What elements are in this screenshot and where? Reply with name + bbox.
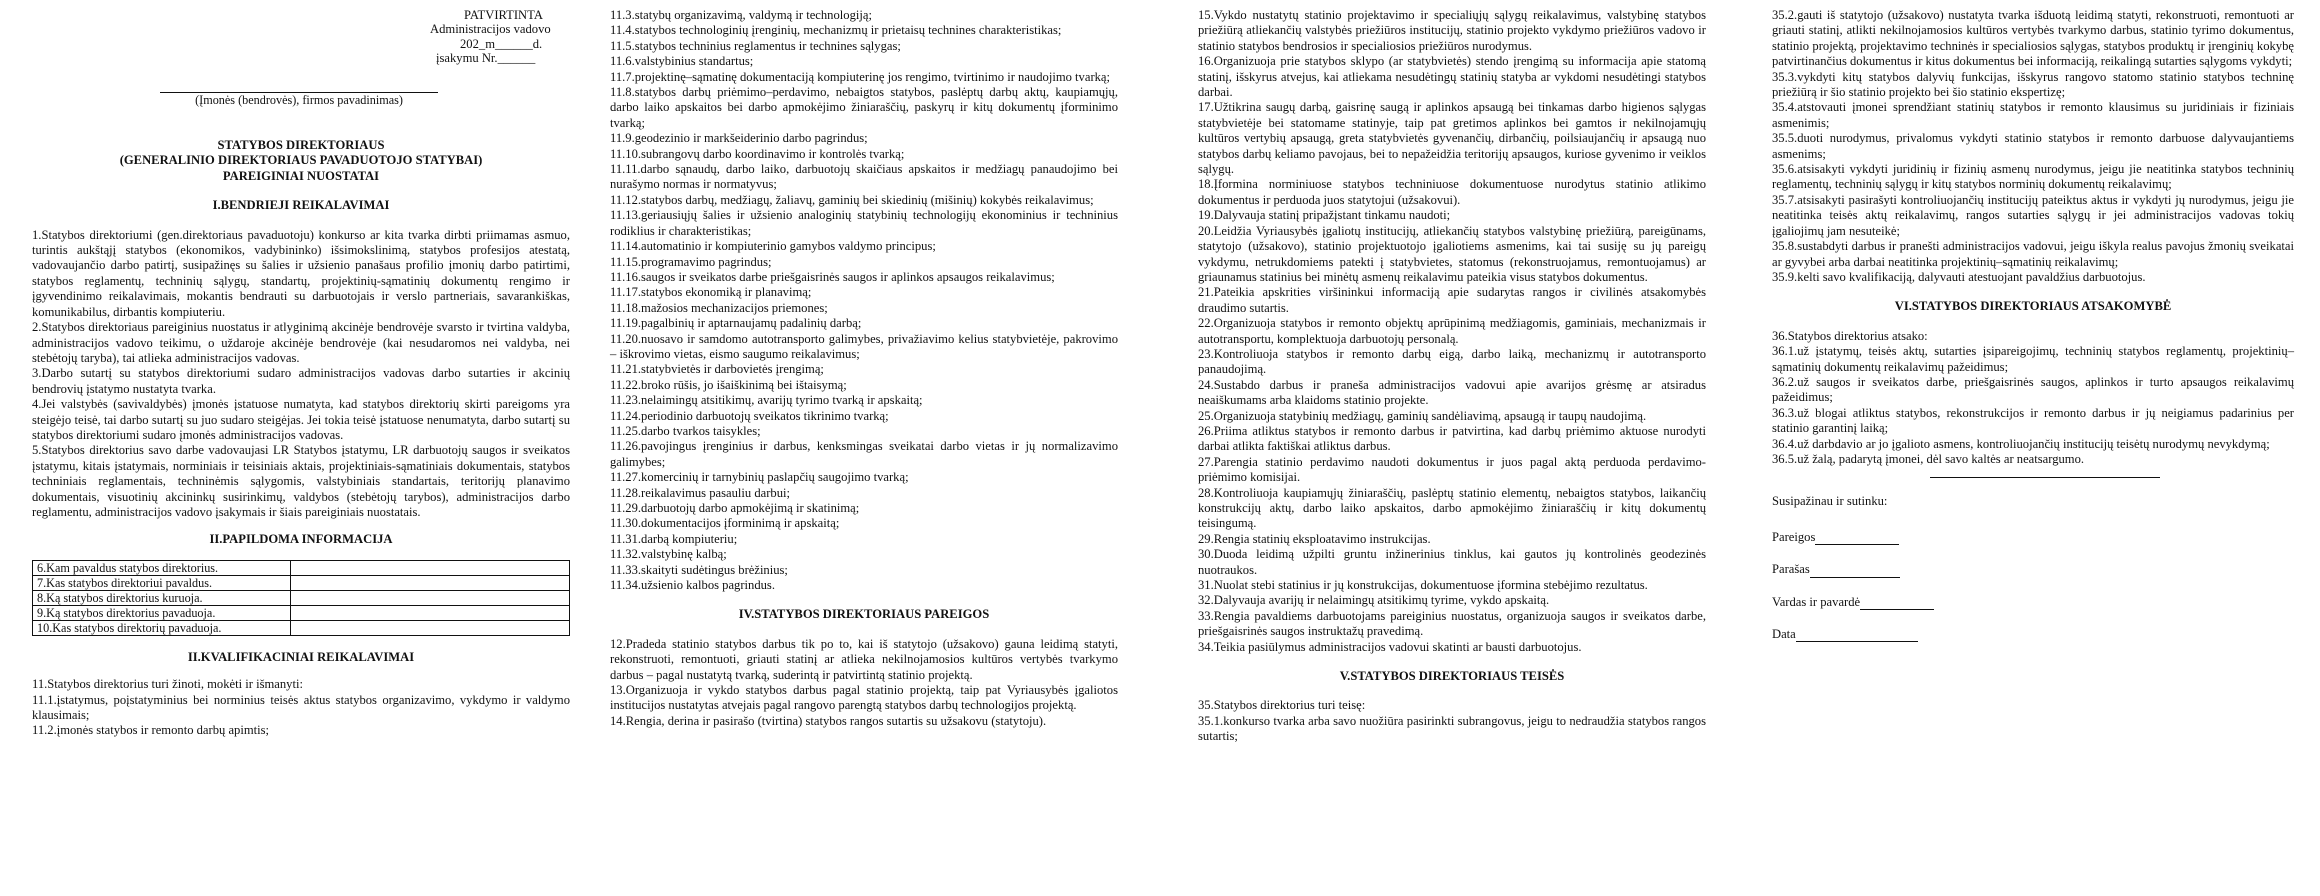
list-item: 22.Organizuoja statybos ir remonto objektų aprūpinimą medžiagomis, gaminiais, mechanizmais ir autotransportu, komplektuoja darbuotojų personalą. (1198, 316, 1706, 346)
paragraph: 36.3.už blogai atliktus statybos, rekonstrukcijos ir remonto darbus ir jų neigiamus padarinius per statinio garantinį laiką; (1772, 405, 2294, 436)
separator-line (1930, 477, 2160, 478)
paragraph: 14.Rengia, derina ir pasirašo (tvirtina) statybos rangos sutartis su užsakovu (statytoju). (610, 713, 1047, 728)
acknowledgement-text: Susipažinau ir sutinku: (1772, 494, 1888, 509)
document-title (32, 138, 570, 184)
paragraph: 13.Organizuoja ir vykdo statybos darbus pagal statinio projektą, taip pat Vyriausybės įgaliotos institucijos nustatytas atvejais pagal rangovo parengtą statybos darbų technologijos projektą. (610, 683, 1118, 713)
section-heading: II.KVALIFIKACINIAI REIKALAVIMAI (187, 649, 415, 664)
paragraph: 1.Statybos direktoriumi (gen.direktoriaus pavaduotoju) konkurso ar kita tvarka dirbti priimamas asmuo, turintis aukštąjį statybos (ekonomikos, vadybininko) išsimokslinimą, statybos profesijos atestatą, vadovaujančio darbo patirtį, susipažinęs su šalies ir užsienio panašaus profilio įmonių darbo patirtimi, statybos reglamentų, techninių sąlygų, standartų, projektinių-sąmatinių dokumentų rengimo ir įgyvendinimo reikalavimais, mokantis bendrauti su darbuotojais ir verslo partneriais, savarankiškas, komunikabilus, dirbantis kompiuteriu. (32, 227, 570, 319)
list-item: 11.22.broko rūšis, jo išaiškinimą bei ištaisymą; (610, 377, 847, 392)
list-item: 35.6.atsisakyti vykdyti juridinių ir fizinių asmenų nurodymus, jeigu jie neatitinka statybos techninių reglamentų, techninių sąlygų ir kitų statybos norminių dokumentų reikalavimų; (1772, 162, 2294, 192)
table-cell: 6.Kam pavaldus statybos direktorius. (33, 560, 291, 575)
list-item: 11.3.statybų organizavimą, valdymą ir technologiją; (610, 8, 872, 22)
list-item: 11.31.darbą kompiuteriu; (610, 531, 738, 546)
list-item: 11.1.įstatymus, poįstatyminius bei norminius teisės aktus statybos organizavimo, vykdymo ir valdymo klausimais; (32, 692, 570, 722)
list-item: 35.8.sustabdyti darbus ir pranešti administracijos vadovui, jeigu iškyla realus pavojus žmonių sveikatai ar gyvybei arba darbai neatitinka projektinių–sąmatinių reikalavimų; (1772, 239, 2294, 269)
signature-field (1772, 562, 2294, 577)
list-item: 11.29.darbuotojų darbo apmokėjimą ir skatinimą; (610, 501, 860, 515)
signature-label: Vardas ir pavardė (1772, 594, 1861, 609)
list-item: 11.19.pagalbinių ir aptarnaujamų padalinių darbą; (610, 316, 862, 331)
list-item: 11.24.periodinio darbuotojų sveikatos tikrinimo tvarką; (610, 408, 889, 423)
list-item: 11.28.reikalavimus pasauliu darbui; (610, 485, 791, 500)
list-item: 11.23.nelaimingų atsitikimų, avarijų tyrimo tvarką ir apskaitą; (610, 393, 923, 408)
list-item: 11.14.automatinio ir kompiuterinio gamybos valdymo principus; (610, 239, 936, 254)
list-item: 21.Pateikia apskrities viršininkui informaciją apie sudarytas rangos ir civilinės atsakomybės draudimo sutartis. (1198, 285, 1706, 315)
paragraph: 2.Statybos direktoriaus pareiginius nuostatus ir atlyginimą akcinėje bendrovėje svarsto ir tvirtina valdyba, administracijos vadovo teikimu, o uždaroje akcinėje bendrovėje (kai nesudaromos nei valdyba, nei stebėtojų taryba), tai atlieka administracijos vadovas. (32, 320, 570, 365)
list-item: 11.17.statybos ekonomiką ir planavimą; (610, 285, 812, 300)
list-item: 16.Organizuoja prie statybos sklypo (ar statybvietės) stendo įrengimą su informacija apie statomą statinį, išskyrus atvejus, kai atliekama nesudėtingų statinių statyba ar vykdomi nesudėtingi statybos darbai. (1198, 54, 1706, 100)
signature-field (1772, 595, 2294, 610)
list-item: 34.Teikia pasiūlymus administracijos vadovui skatinti ar bausti darbuotojus. (1198, 639, 1582, 654)
paragraph: 36.5.už žalą, padarytą įmonei, dėl savo kaltės ar neatsargumo. (1772, 451, 2085, 466)
list-item: 11.7.projektinę–sąmatinę dokumentaciją kompiuterinę jos rengimo, tvirtinimo ir naudojimo tvarką; (610, 69, 1111, 84)
column-2 (610, 8, 1118, 729)
list-item: 11.25.darbo tvarkos taisykles; (610, 423, 761, 438)
list-item: 35.7.atsisakyti pasirašyti kontroliuojančių institucijų pateiktus aktus ir vykdyti jų nurodymus, jeigu jie neatitinka teisės aktų reikalavimų, rangos sutarties sąlygų ir jei administracijos vadovas tokių įgaliojimų jam nesuteikė; (1772, 192, 2294, 238)
paragraph: 36.1.už įstatymų, teisės aktų, sutarties įsipareigojimų, techninių statybos reglamentų, projektinių–sąmatinių dokumentų reikalavimų pažeidimus; (1772, 344, 2294, 374)
list-item: 35.5.duoti nurodymus, privalomus vykdyti statinio statybos ir remonto darbuose dalyvaujantiems asmenims; (1772, 131, 2294, 161)
list-item: 11.Statybos direktorius turi žinoti, mokėti ir išmanyti: (32, 677, 303, 692)
list-item: 11.6.valstybinius standartus; (610, 54, 754, 69)
list-item: 11.12.statybos darbų, medžiagų, žaliavų, gaminių bei skiedinių (mišinių) kokybės reikalavimus; (610, 192, 1094, 207)
paragraph: 4.Jei valstybės (savivaldybės) įmonės įstatuose numatyta, kad statybos direktorių skirti pareigoms yra steigėjo teisė, tai darbo sutartį su juo sudaro steigėjas. Jei tokia teisė įstatuose nenumatyta, darbo sutartį su statybos direktoriumi sudaro įmonės administracijos vadovas. (32, 397, 570, 442)
paragraph: 36.Statybos direktorius atsako: (1772, 328, 1928, 343)
list-item: 11.15.programavimo pagrindus; (610, 254, 772, 269)
table-row (33, 560, 570, 575)
signature-blank[interactable] (1796, 641, 1918, 642)
column-4 (1772, 8, 2294, 659)
table-cell-empty (291, 620, 570, 635)
signature-blank[interactable] (1860, 609, 1934, 610)
approval-line: Administracijos vadovo (430, 22, 551, 37)
table-cell-empty (291, 560, 570, 575)
title-line: STATYBOS DIREKTORIAUS (217, 138, 385, 153)
signature-label: Pareigos (1772, 529, 1816, 544)
column-1 (32, 8, 570, 739)
table-cell-empty (291, 605, 570, 620)
table-cell: 7.Kas statybos direktoriui pavaldus. (33, 575, 291, 590)
list-item: 35.2.gauti iš statytojo (užsakovo) nustatyta tvarka išduotą leidimą statyti, rekonstruoti, remontuoti ar griauti statinį, atlikti nekilnojamosios kultūros vertybės tvarkymo darbus, statinio tyrimo dokumentus, statinio projektą, projektavimo techninės ir specialiosios sąlygas, statybos produktų ir įrenginių kokybę patvirtinančius dokumentus ir kitus dokumentus bei informaciją, reikalingą sutarties sąlygoms vykdyti; (1772, 8, 2294, 69)
list-item: 11.27.komercinių ir tarnybinių paslapčių saugojimo tvarką; (610, 470, 909, 485)
signature-blank[interactable] (1810, 577, 1900, 578)
section-heading: II.PAPILDOMA INFORMACIJA (209, 532, 393, 547)
title-line: PAREIGINIAI NUOSTATAI (222, 168, 380, 183)
list-item: 25.Organizuoja statybinių medžiagų, gaminių sandėliavimą, apsaugą ir taupų naudojimą. (1198, 408, 1647, 423)
list-item: 20.Leidžia Vyriausybės įgaliotų institucijų, atliekančių statybos valstybinę priežiūrą, pareigūnams, statytojo (užsakovo), statinio projektuotojo įgaliotiems asmenims, kai tai susiję su jų pareigų vykdymu, netrukdomiems patekti į statybvietes, statomus (rekonstruojamus, remontuojamus) ar griaunamus statinius bei minėtų asmenų reikalavimu pateikia visus statybos dokumentus. (1198, 223, 1706, 284)
title-line: (GENERALINIO DIREKTORIAUS PAVADUOTOJO STATYBAI) (119, 153, 483, 168)
paragraph: 12.Pradeda statinio statybos darbus tik po to, kai iš statytojo (užsakovo) gauna leidimą statyti, rekonstruoti, remontuoti, griauti statinį ar atlieka nekilnojamosios kultūros vertybės tvarkymo darbus – pagal nustatytą tvarką, suderintą ir patvirtintą statinio projektą. (610, 636, 1118, 682)
list-item: 19.Dalyvauja statinį pripažįstant tinkamu naudoti; (1198, 208, 1451, 223)
paragraph: 3.Darbo sutartį su statybos direktoriumi sudaro administracijos vadovas darbo sutarties ir akcinių bendrovių įstatymo nustatyta tvarka. (32, 366, 570, 396)
paragraph: 5.Statybos direktorius savo darbe vadovaujasi LR Statybos įstatymu, LR darbuotojų saugos ir sveikatos įstatymu, kitais įstatymais, norminiais ir teisiniais aktais, projektiniais-sąmatiniais dokumentais, statybos techniniais reglamentais, techninėmis sąlygomis, valstybiniais standartais, teritorijų planavimo dokumentais, visuotinių akcininkų susirinkimų, valdybos (stebėtojų tarybos), administracijos darbo reglamentu, administracijos vadovo įsakymais ir šiais pareiginiais nuostatais. (32, 443, 570, 519)
list-item: 32.Dalyvauja avarijų ir nelaimingų atsitikimų tyrime, vykdo apskaitą. (1198, 593, 1550, 608)
table-cell: 9.Ką statybos direktorius pavaduoja. (33, 605, 291, 620)
list-item: 11.5.statybos techninius reglamentus ir technines sąlygas; (610, 38, 901, 53)
list-item: 18.Įformina norminiuose statybos techniniuose dokumentuose nurodytus statinio atlikimo dokumentus ir perduoda juos statytojui (užsakovui). (1198, 177, 1706, 207)
list-item: 27.Parengia statinio perdavimo naudoti dokumentus ir juos pagal aktą perduoda perdavimo-priėmimo komisijai. (1198, 454, 1706, 485)
table-cell: 10.Kas statybos direktorių pavaduoja. (33, 620, 291, 635)
list-item: 11.4.statybos technologinių įrenginių, mechanizmų ir prietaisų technines charakteristikas; (610, 23, 1062, 38)
company-field (160, 92, 438, 108)
list-item: 11.16.saugos ir sveikatos darbe priešgaisrinės saugos ir aplinkos apsaugos reikalavimus; (610, 269, 1055, 284)
table-row (33, 620, 570, 635)
company-caption: (Įmonės (bendrovės), firmos pavadinimas) (195, 92, 403, 107)
list-item: 11.2.įmonės statybos ir remonto darbų apimtis; (32, 723, 270, 738)
list-item: 11.26.pavojingus įrenginius ir darbus, kenksmingas sveikatai darbo vietas ir jų normalizavimo galimybes; (610, 439, 1118, 469)
list-item: 28.Kontroliuoja kaupiamųjų žiniaraščių, paslėptų statinio elementų, nebaigtos statybos, laikančių konstrukcijų aktų, darbo laiko apskaitos, darbo apmokėjimo žiniaraščių ir kitų dokumentų teisingumą. (1198, 485, 1706, 531)
list-item: 35.9.kelti savo kvalifikaciją, dalyvauti atestuojant pavaldžius darbuotojus. (1772, 269, 2146, 284)
table-row (33, 605, 570, 620)
paragraph: 36.2.už saugos ir sveikatos darbe, priešgaisrinės saugos, aplinkos ir turto apsaugos reikalavimų pažeidimus; (1772, 374, 2294, 405)
approval-line: įsakymu Nr.______ (436, 51, 536, 66)
list-item: 11.13.geriausiųjų šalies ir užsienio analoginių statybinių technologijų ekonominius ir techninius rodiklius ir charakteristikas; (610, 208, 1118, 238)
paragraph: 35.1.konkurso tvarka arba savo nuožiūra pasirinkti subrangovus, jeigu to nedraudžia statybos rangos sutartis; (1198, 713, 1706, 744)
table-cell-empty (291, 575, 570, 590)
approval-block (430, 8, 570, 66)
list-item: 17.Užtikrina saugų darbą, gaisrinę saugą ir aplinkos apsaugą bei tinkamas darbo higienos sąlygas statybvietėje bei statomame statinyje, taip pat gretimos aplinkos bei gamtos ir nekilnojamųjų kultūros vertybių apsaugą, greta statybvietės gyvenančių, dirbančių, poilsiaujančių ir apsaugą nuo statybos darbų keliamo pavojaus, bei to nepažeidžia teritorijų apsaugos, kuriose gyvenimo ir veiklos sąlygų. (1198, 100, 1706, 177)
list-item: 11.32.valstybinę kalbą; (610, 547, 727, 562)
list-item: 11.34.užsienio kalbos pagrindus. (610, 578, 775, 593)
signature-label: Data (1772, 627, 1796, 641)
paragraph: 36.4.už darbdavio ar jo įgalioto asmens, kontroliuojančių institucijų teisėtų nurodymų nevykdymą; (1772, 436, 2270, 451)
list-item: 24.Sustabdo darbus ir praneša administracijos vadovui apie avarijos grėsmę ar atsiradus neaiškumams arba klaidoms statinio projekte. (1198, 377, 1706, 408)
approval-line: PATVIRTINTA (464, 8, 543, 22)
list-item: 11.9.geodezinio ir markšeiderinio darbo pagrindus; (610, 131, 868, 146)
list-item: 11.21.statybvietės ir darbovietės įrengimą; (610, 362, 824, 377)
list-item: 11.30.dokumentacijos įforminimą ir apskaitą; (610, 516, 840, 531)
section-heading: VI.STATYBOS DIREKTORIAUS ATSAKOMYBĖ (1894, 299, 2172, 314)
list-item: 11.11.darbo sąnaudų, darbo laiko, darbuotojų skaičiaus apskaitos ir medžiagų panaudojimo bei nurašymo normas ir normatyvus; (610, 162, 1118, 192)
table-row (33, 590, 570, 605)
paragraph: 35.Statybos direktorius turi teisę: (1198, 698, 1366, 713)
list-item: 15.Vykdo nustatytų statinio projektavimo ir specialiųjų sąlygų reikalavimus, valstybinę statybos priežiūrą atliekančių valstybės priežiūros institucijų, statinio projekto vykdymo priežiūros vadovo ir statinio statybos bendrosios ir specialiosios priežiūros nurodymus. (1198, 8, 1706, 53)
table-cell: 8.Ką statybos direktorius kuruoja. (33, 590, 291, 605)
approval-line: 202_m______d. (460, 36, 543, 51)
list-item: 26.Priima atliktus statybos ir remonto darbus ir patvirtina, kad darbų priėmimo aktuose nurodyti darbai atlikta faktiškai atliktus darbus. (1198, 423, 1706, 454)
list-item: 11.10.subrangovų darbo koordinavimo ir kontrolės tvarką; (610, 146, 905, 161)
table-row (33, 575, 570, 590)
list-item: 29.Rengia statinių eksploatavimo instrukcijas. (1198, 531, 1431, 546)
signature-label: Parašas (1772, 562, 1810, 577)
signature-field (1772, 627, 2294, 642)
column-3 (1198, 8, 1706, 745)
list-item: 35.3.vykdyti kitų statybos dalyvių funkcijas, išskyrus rangovo statomo statinio statybos techninę priežiūrą ir šio statinio projekto bei šio statinio ekspertizę; (1772, 69, 2294, 100)
section-heading: I.BENDRIEJI REIKALAVIMAI (212, 198, 390, 213)
signature-block (1772, 494, 2294, 642)
list-item: 33.Rengia pavaldiems darbuotojams pareiginius nuostatus, organizuoja saugos ir sveikatos darbe, priešgaisrinės saugos instruktažų pravedimą. (1198, 608, 1706, 639)
section-heading: V.STATYBOS DIREKTORIAUS TEISĖS (1339, 669, 1565, 684)
list-item: 30.Duoda leidimą užpilti gruntu inžinerinius tinklus, kai gautos jų kontrolinės geodezinės nuotraukos. (1198, 547, 1706, 577)
list-item: 11.18.mažosios mechanizacijos priemones; (610, 300, 828, 315)
list-item: 11.20.nuosavo ir samdomo autotransporto galimybes, privažiavimo kelius statybvietėje, pakrovimo – iškrovimo vietas, eismo saugumo reikalavimus; (610, 331, 1118, 361)
signature-field (1772, 530, 2294, 545)
list-item: 11.8.statybos darbų priėmimo–perdavimo, nebaigtos statybos, paslėptų darbų aktų, kaupiamųjų, darbo laiko apskaitos bei darbo apmokėjimo žiniaraščių, paskyrų ir kitų dokumentų įforminimo tvarką; (610, 85, 1118, 130)
section-heading: IV.STATYBOS DIREKTORIAUS PAREIGOS (738, 607, 990, 622)
list-item: 23.Kontroliuoja statybos ir remonto darbų eigą, darbo laiką, mechanizmų ir autotransporto panaudojimą. (1198, 346, 1706, 377)
list-item: 35.4.atstovauti įmonei sprendžiant statinių statybos ir remonto klausimus su juridiniais ir fiziniais asmenimis; (1772, 100, 2294, 130)
table-cell-empty (291, 590, 570, 605)
info-table (32, 560, 570, 636)
signature-blank[interactable] (1815, 544, 1899, 545)
list-item: 11.33.skaityti sudėtingus brėžinius; (610, 562, 788, 577)
list-item: 31.Nuolat stebi statinius ir jų konstrukcijas, dokumentuose įformina stebėjimo rezultatus. (1198, 578, 1648, 593)
